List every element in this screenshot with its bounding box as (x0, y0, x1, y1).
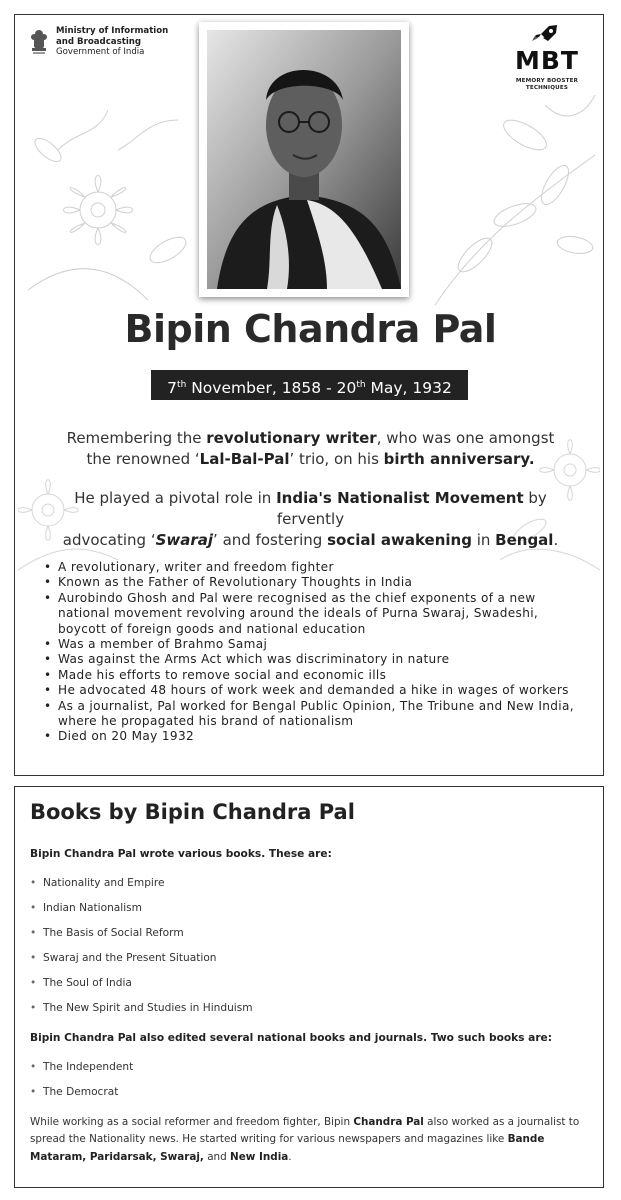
intro2-text-c: advocating ‘ (62, 531, 156, 549)
closing-text-b: also worked as a journalist to spread the Nationality news. He started writing for various newspapers and magazines like (30, 1116, 580, 1146)
closing-text-c: and (203, 1150, 231, 1163)
books-heading: Books by Bipin Chandra Pal (30, 800, 355, 824)
list-item: • Was against the Arms Act which was discriminatory in nature (44, 652, 584, 667)
closing-paragraph (30, 1114, 595, 1166)
intro1-text-a: Remembering the (66, 429, 207, 447)
list-item: • He advocated 48 hours of work week and demanded a hike in wages of workers (44, 683, 584, 698)
closing-bold-a: Chandra Pal (353, 1116, 424, 1128)
portrait-figure-icon (207, 30, 401, 289)
closing-bold-b: Bande Mataram, Paridarsak, Swaraj, (30, 1133, 545, 1163)
list-item: • Swaraj and the Present Situation (30, 952, 253, 977)
intro2-text-a: He played a pivotal role in (74, 489, 277, 507)
list-item: • The New Spirit and Studies in Hinduism (30, 1002, 253, 1027)
list-item: • Known as the Father of Revolutionary Thoughts in India (44, 575, 584, 590)
intro2-text-b: by fervently (276, 489, 547, 528)
page-title: Bipin Chandra Pal (124, 307, 497, 351)
intro2-bold-c: Bengal (495, 531, 554, 549)
intro2-bold-a: India's Nationalist Movement (276, 489, 524, 507)
intro2-bold-b: social awakening (327, 531, 472, 549)
intro1-bold-c: birth anniversary. (383, 450, 535, 468)
death-date-rest: May, 1932 (365, 379, 452, 398)
intro2-text-d: ’ and fostering (213, 531, 328, 549)
closing-bold-c: New India (230, 1150, 289, 1163)
list-item: • The Soul of India (30, 977, 253, 1002)
mbt-logo-title: MBT (515, 46, 579, 75)
closing-text-a: While working as a social reformer and freedom fighter, Bipin (30, 1116, 354, 1128)
intro1-bold-b: Lal-Bal-Pal (199, 450, 290, 468)
intro2-text-f: . (553, 531, 559, 549)
list-item: • The Independent (30, 1061, 133, 1086)
ministry-name-line1: Ministry of Information (56, 26, 169, 36)
list-item: • Nationality and Empire (30, 877, 253, 902)
birth-day: 7 (167, 379, 178, 398)
mbt-logo-subtitle-2: TECHNIQUES (525, 84, 569, 91)
national-emblem-icon (28, 26, 50, 58)
books-list (30, 877, 253, 1027)
intro-paragraph-2 (40, 488, 581, 551)
government-label: Government of India (56, 47, 145, 57)
birth-day-suffix: th (177, 380, 187, 390)
intro2-bold-italic: Swaraj (155, 531, 214, 549)
edited-books-intro: Bipin Chandra Pal also edited several national books and journals. Two such books are: (30, 1032, 552, 1044)
list-item: • Made his efforts to remove social and economic ills (44, 668, 584, 683)
list-item: • As a journalist, Pal worked for Bengal Public Opinion, The Tribune and New India, where he propagated his brand of nationalism (44, 699, 584, 730)
closing-text-d: . (288, 1150, 292, 1163)
list-item: • Aurobindo Ghosh and Pal were recognised as the chief exponents of a new national movement revolving around the ideals of Purna Swaraj, Swadeshi, boycott of foreign goods and national education (44, 591, 584, 637)
edited-books-list (30, 1061, 133, 1111)
list-item: • The Basis of Social Reform (30, 927, 253, 952)
list-item: • Indian Nationalism (30, 902, 253, 927)
list-item: • Was a member of Brahmo Samaj (44, 637, 584, 652)
intro2-text-e: in (471, 531, 496, 549)
intro1-text-d: ’ trio, on his (289, 450, 384, 468)
intro1-text-b: , who was one amongst (376, 429, 555, 447)
rocket-icon (527, 24, 567, 42)
birth-date-rest: November, 1858 - 20 (186, 379, 357, 398)
death-day-suffix: th (356, 380, 366, 390)
list-item: • Died on 20 May 1932 (44, 729, 584, 744)
portrait-photo (199, 22, 409, 297)
facts-list (44, 560, 584, 745)
books-intro: Bipin Chandra Pal wrote various books. These are: (30, 848, 332, 860)
ministry-header (28, 26, 168, 58)
mbt-logo (510, 24, 584, 91)
list-item: • A revolutionary, writer and freedom fighter (44, 560, 584, 575)
list-item: • The Democrat (30, 1086, 133, 1111)
dates-banner (151, 370, 468, 400)
intro-paragraph-1 (40, 428, 581, 470)
intro1-bold-a: revolutionary writer (206, 429, 377, 447)
mbt-logo-subtitle-1: MEMORY BOOSTER (515, 78, 579, 84)
ministry-name-line2: and Broadcasting (56, 36, 142, 47)
intro1-text-c: the renowned ‘ (86, 450, 200, 468)
